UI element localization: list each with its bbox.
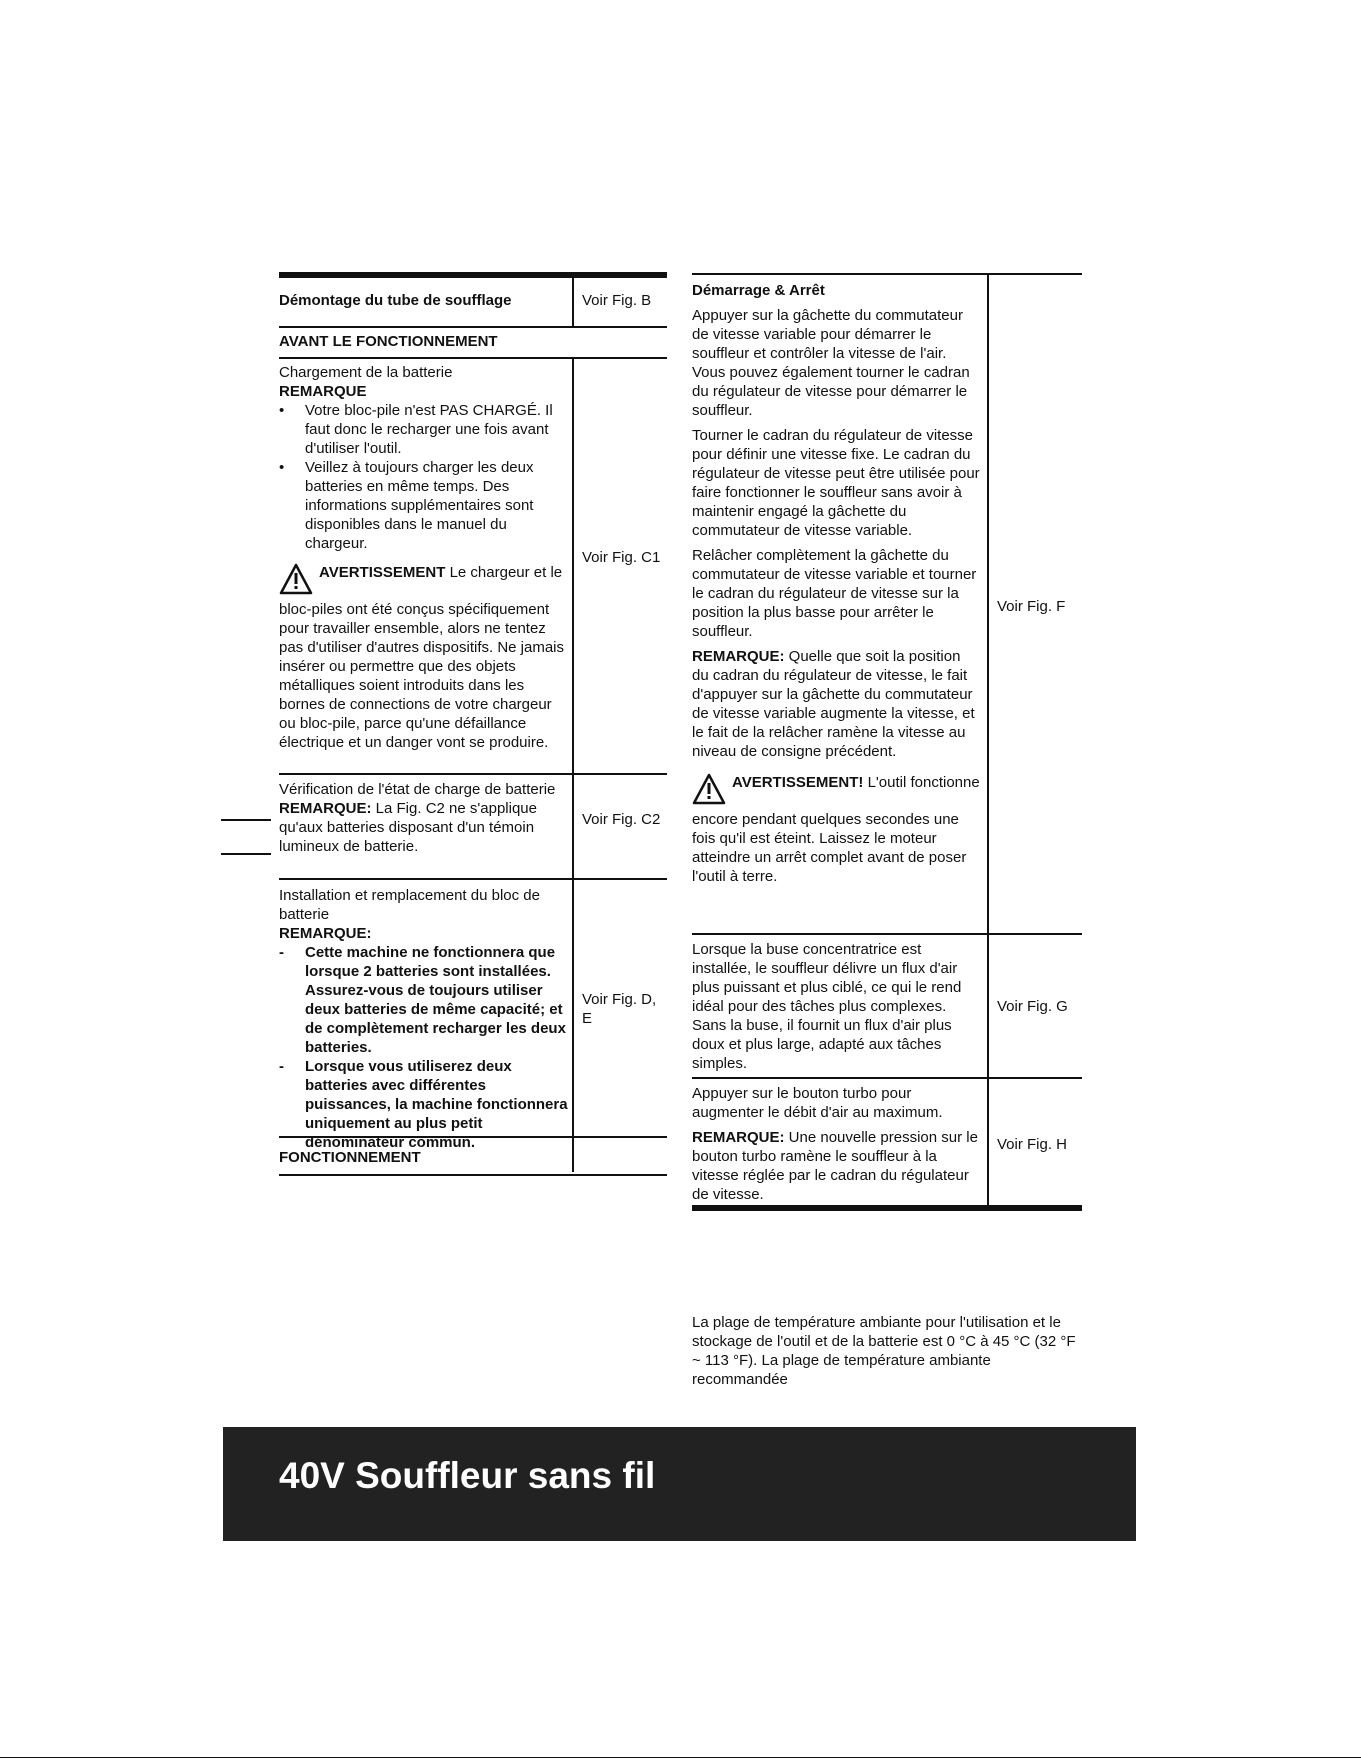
row-rule bbox=[279, 1136, 667, 1138]
table-bottom-rule bbox=[279, 1174, 667, 1176]
charging-warning-label: AVERTISSEMENT bbox=[319, 564, 446, 581]
temperature-paragraph: La plage de température ambiante pour l'utilisation et le stockage de l'outil et de la batterie est 0 °C à 45 °C (32 °F ~ 113 °F). La plage de température ambiante recommandée bbox=[692, 1314, 1076, 1388]
check-note-label: REMARQUE: bbox=[279, 800, 372, 817]
row-rule bbox=[279, 878, 667, 880]
charging-ref: Voir Fig. C1 bbox=[582, 549, 661, 566]
install-note-label: REMARQUE: bbox=[279, 925, 372, 942]
nozzle-ref: Voir Fig. G bbox=[997, 998, 1068, 1015]
page-edge bbox=[0, 1757, 1361, 1758]
removal-title: Démontage du tube de soufflage bbox=[279, 292, 512, 309]
install-bullet-2: Lorsque vous utiliserez deux batteries avec différentes puissances, la machine fonctionnera uniquement au plus petit dénominateur commun. bbox=[305, 1058, 568, 1151]
list-item: • Votre bloc-pile n'est PAS CHARGÉ. Il faut donc le recharger une fois avant d'utiliser l'outil. bbox=[279, 402, 553, 457]
removal-ref: Voir Fig. B bbox=[582, 292, 652, 309]
check-note-text: La Fig. C2 ne s'applique qu'aux batteries disposant d'un témoin lumineux de batterie. bbox=[279, 800, 537, 855]
margin-mark bbox=[221, 819, 271, 821]
start-warning-label: AVERTISSEMENT! bbox=[732, 774, 864, 791]
start-warning-text: L'outil fonctionne encore pendant quelques secondes une fois qu'il est éteint. Laissez le moteur atteindre un arrêt complet avant de poser l'outil à terre. bbox=[692, 774, 980, 885]
row-rule bbox=[692, 933, 1082, 935]
turbo-note-text: Une nouvelle pression sur le bouton turbo ramène le souffleur à la vitesse réglée par le cadran du régulateur de vitesse. bbox=[692, 1129, 978, 1203]
list-item: • Veillez à toujours charger les deux batteries en même temps. Des informations supplémentaires sont disponibles dans le manuel du chargeur. bbox=[279, 459, 534, 552]
charging-warning bbox=[279, 563, 565, 752]
start-paragraph-1: Appuyer sur la gâchette du commutateur de vitesse variable pour démarrer le souffleur et contrôler la vitesse de l'air. Vous pouvez également tourner le cadran du régulateur de vitesse pour démarrer le souffleur. bbox=[692, 307, 970, 419]
start-note-text: Quelle que soit la position du cadran du régulateur de vitesse, le fait d'appuyer sur la gâchette du commutateur de vitesse variable augmente la vitesse, et le fait de la relâcher ramène la vitesse au niveau de consigne précédent. bbox=[692, 648, 975, 760]
turbo-ref: Voir Fig. H bbox=[997, 1136, 1068, 1153]
charging-note-label: REMARQUE bbox=[279, 383, 367, 400]
row-rule bbox=[279, 357, 667, 359]
nozzle-text: Lorsque la buse concentratrice est installée, le souffleur délivre un flux d'air plus puissant et plus ciblé, ce qui le rend idéal pour des tâches plus complexes. Sans la buse, il fournit un flux d'air plus doux et plus large, adapté aux tâches simples. bbox=[692, 941, 962, 1072]
column-divider bbox=[987, 275, 989, 1207]
row-rule bbox=[692, 1077, 1082, 1079]
start-paragraph-3: Relâcher complètement la gâchette du commutateur de vitesse variable et tourner le cadran du régulateur de vitesse sur la position la plus basse pour arrêter le souffleur. bbox=[692, 547, 977, 640]
column-divider bbox=[572, 357, 574, 1172]
warning-triangle-icon bbox=[279, 563, 313, 600]
start-warning bbox=[692, 773, 980, 886]
install-section bbox=[279, 886, 569, 1152]
list-item: - Cette machine ne fonctionnera que lorsque 2 batteries sont installées. Assurez-vous de toujours utiliser deux batteries de même capacité; et de complètement recharger les deux batteries. bbox=[279, 944, 566, 1056]
charging-section bbox=[279, 363, 565, 752]
table-top-rule bbox=[692, 273, 1082, 275]
start-ref: Voir Fig. F bbox=[997, 598, 1066, 615]
turbo-section bbox=[692, 1084, 980, 1210]
list-item: - Lorsque vous utiliserez deux batteries avec différentes puissances, la machine fonctionnera uniquement au plus petit dénominateur commun. bbox=[279, 1058, 568, 1151]
start-title: Démarrage & Arrêt bbox=[692, 282, 825, 299]
table-top-rule bbox=[279, 272, 667, 278]
warning-triangle-icon bbox=[692, 773, 726, 810]
charging-warning-text: Le chargeur et le bloc-piles ont été conçus spécifiquement pour travailler ensemble, alors ne tentez pas d'utiliser d'autres dispositifs. Ne jamais insérer ou permettre que des objets métalliques soient introduits dans les bornes de connections de votre chargeur ou bloc-pile, parce qu'une défaillance électrique et un danger vont se produire. bbox=[279, 564, 565, 751]
start-paragraph-2: Tourner le cadran du régulateur de vitesse pour définir une vitesse fixe. Le cadran du régulateur de vitesse peut être utilisée pour faire fonctionner le souffleur sans avoir à maintenir engagé la gâchette du commutateur de vitesse variable. bbox=[692, 427, 980, 539]
row-rule bbox=[279, 773, 667, 775]
operation-header: FONCTIONNEMENT bbox=[279, 1149, 421, 1166]
turbo-text: Appuyer sur le bouton turbo pour augmenter le débit d'air au maximum. bbox=[692, 1085, 943, 1121]
row-rule bbox=[279, 326, 667, 328]
table-bottom-rule bbox=[692, 1205, 1082, 1211]
check-ref: Voir Fig. C2 bbox=[582, 811, 661, 828]
margin-mark bbox=[221, 853, 271, 855]
start-section bbox=[692, 281, 980, 886]
charging-bullet-1: Votre bloc-pile n'est PAS CHARGÉ. Il faut donc le recharger une fois avant d'utiliser l'outil. bbox=[305, 402, 553, 457]
turbo-note-label: REMARQUE: bbox=[692, 1129, 785, 1146]
column-divider bbox=[572, 276, 574, 326]
install-bullet-1: Cette machine ne fonctionnera que lorsque 2 batteries sont installées. Assurez-vous de toujours utiliser deux batteries de même capacité; et de complètement recharger les deux batteries. bbox=[305, 944, 566, 1056]
install-ref: Voir Fig. D, E bbox=[582, 991, 657, 1027]
check-title: Vérification de l'état de charge de batterie bbox=[279, 781, 556, 798]
install-title: Installation et remplacement du bloc de batterie bbox=[279, 887, 540, 923]
footer-bar bbox=[223, 1427, 1136, 1541]
before-header: AVANT LE FONCTIONNEMENT bbox=[279, 333, 498, 350]
check-section bbox=[279, 780, 565, 856]
footer-title: 40V Souffleur sans fil bbox=[279, 1455, 656, 1496]
charging-bullet-2: Veillez à toujours charger les deux batteries en même temps. Des informations supplémentaires sont disponibles dans le manuel du chargeur. bbox=[305, 459, 534, 552]
charging-title: Chargement de la batterie bbox=[279, 364, 453, 381]
start-note-label: REMARQUE: bbox=[692, 648, 785, 665]
